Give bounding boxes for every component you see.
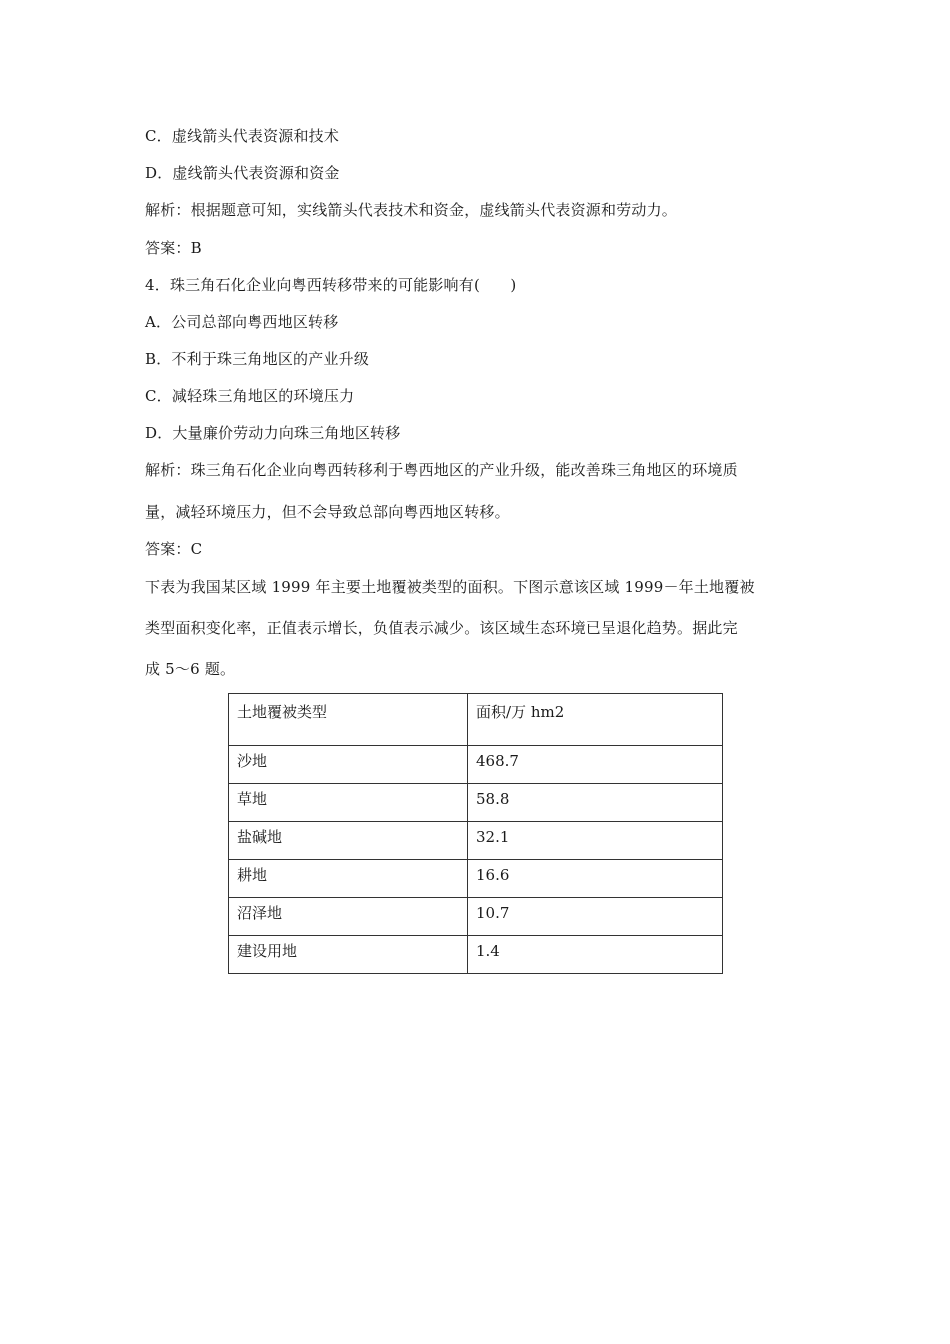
analysis-q4-line2: 量，减轻环境压力，但不会导致总部向粤西地区转移。 bbox=[145, 503, 510, 521]
intro-line2: 类型面积变化率，正值表示增长，负值表示减少。该区域生态环境已呈退化趋势。据此完 bbox=[145, 619, 738, 637]
land-cover-table bbox=[228, 693, 723, 974]
table-cell-area: 468.7 bbox=[468, 746, 723, 784]
table-cell-type: 草地 bbox=[229, 784, 468, 822]
option-d-q4: D．大量廉价劳动力向珠三角地区转移 bbox=[145, 424, 401, 442]
option-a-q4: A．公司总部向粤西地区转移 bbox=[145, 313, 339, 331]
table-header-row bbox=[229, 694, 723, 746]
table-cell-type: 沙地 bbox=[229, 746, 468, 784]
intro-line3: 成 5～6 题。 bbox=[145, 660, 236, 678]
answer-q4: 答案：C bbox=[145, 540, 203, 558]
intro-line1: 下表为我国某区域 1999 年主要土地覆被类型的面积。下图示意该区域 1999－年土地覆被 bbox=[145, 578, 755, 596]
table-cell-type: 建设用地 bbox=[229, 936, 468, 974]
analysis-q3: 解析：根据题意可知，实线箭头代表技术和资金，虚线箭头代表资源和劳动力。 bbox=[145, 201, 678, 219]
option-c-q3: C．虚线箭头代表资源和技术 bbox=[145, 127, 340, 145]
option-c-q4: C．减轻珠三角地区的环境压力 bbox=[145, 387, 355, 405]
table-row bbox=[229, 822, 723, 860]
table-cell-type: 盐碱地 bbox=[229, 822, 468, 860]
table-header-type: 土地覆被类型 bbox=[229, 694, 468, 746]
question-4: 4．珠三角石化企业向粤西转移带来的可能影响有( ) bbox=[145, 276, 517, 294]
option-d-q3: D．虚线箭头代表资源和资金 bbox=[145, 164, 340, 182]
table-cell-area: 16.6 bbox=[468, 860, 723, 898]
table-cell-area: 58.8 bbox=[468, 784, 723, 822]
table-cell-area: 10.7 bbox=[468, 898, 723, 936]
option-b-q4: B．不利于珠三角地区的产业升级 bbox=[145, 350, 370, 368]
table-cell-type: 耕地 bbox=[229, 860, 468, 898]
table-header-area: 面积/万 hm2 bbox=[468, 694, 723, 746]
table-row bbox=[229, 860, 723, 898]
table-row bbox=[229, 936, 723, 974]
answer-q3: 答案：B bbox=[145, 239, 202, 257]
table-cell-area: 32.1 bbox=[468, 822, 723, 860]
table-cell-area: 1.4 bbox=[468, 936, 723, 974]
table-row bbox=[229, 784, 723, 822]
table-row bbox=[229, 746, 723, 784]
table-cell-type: 沼泽地 bbox=[229, 898, 468, 936]
table-row bbox=[229, 898, 723, 936]
analysis-q4-line1: 解析：珠三角石化企业向粤西转移利于粤西地区的产业升级，能改善珠三角地区的环境质 bbox=[145, 461, 738, 479]
